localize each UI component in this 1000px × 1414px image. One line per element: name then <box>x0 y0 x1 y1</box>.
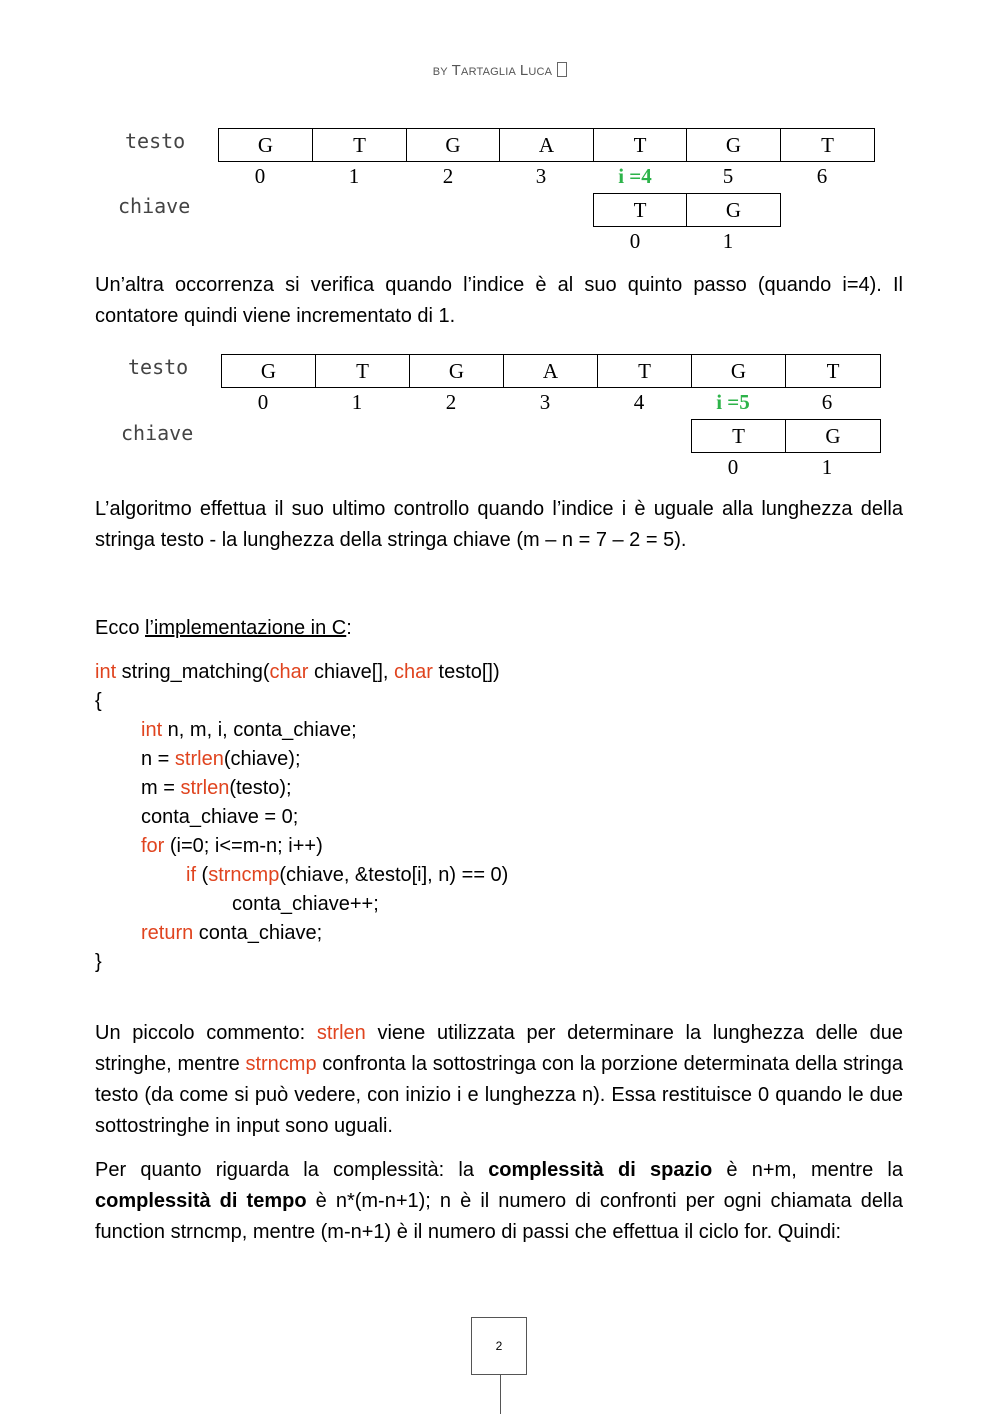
header-first-rest: ARTAGLIA <box>461 66 517 78</box>
header-initial-first: T <box>451 62 462 79</box>
string-diagram-2 <box>0 351 1000 481</box>
text-cell: T <box>780 128 875 162</box>
code-text: n = <box>141 748 175 770</box>
text-index: 0 <box>257 390 269 414</box>
text: è n*(m-n+1); n è il numero di confronti per ogni chiamata della function strncmp, mentre (m-n+1) è il numero di passi che effettua il ciclo for. Quindi: <box>95 1190 903 1243</box>
code-line-8 <box>186 861 508 890</box>
kw: int <box>95 661 117 683</box>
paragraph-complexity <box>95 1155 903 1248</box>
header-initial-last: L <box>519 62 529 79</box>
paragraph-comment <box>95 1018 903 1142</box>
paragraph-occurrence-text: Un’altra occorrenza si verifica quando l’indice è al suo quinto passo (quando i=4). Il contatore quindi viene incrementato di 1. <box>95 274 903 327</box>
kw: strlen <box>180 777 230 799</box>
code-text: (chiave, &testo[i], n) == 0) <box>279 864 509 886</box>
paragraph-occurrence <box>95 270 903 332</box>
code-line-11: } <box>95 951 102 973</box>
text-cell: G <box>691 354 786 388</box>
impl-suffix: : <box>346 617 352 639</box>
text-cell: G <box>218 128 313 162</box>
kw: char <box>394 661 433 683</box>
kw: strncmp <box>245 1053 317 1075</box>
text-index: 4 <box>633 390 645 414</box>
key-index: 0 <box>727 455 739 479</box>
paragraph-complexity-text <box>95 1155 903 1248</box>
code-text: conta_chiave; <box>193 922 323 944</box>
header-last-rest: UCA <box>528 66 553 78</box>
label-chiave: chiave <box>118 194 191 218</box>
text: è n+m, mentre la <box>712 1159 903 1181</box>
key-cell: G <box>686 193 781 227</box>
paragraph-last-check <box>95 494 903 556</box>
code-line-10 <box>141 919 322 948</box>
text-cell: G <box>686 128 781 162</box>
kw: if <box>186 864 196 886</box>
kw: for <box>141 835 165 857</box>
page-number-box <box>471 1317 527 1375</box>
key-cell: G <box>785 419 881 453</box>
label-testo: testo <box>125 129 186 153</box>
text: confronta la sottostringa con la porzione determinata della stringa testo (da come si può vedere, con inizio i e lunghezza n). Essa restituisce 0 quando le due sottostringhe in input sono uguali. <box>95 1053 903 1137</box>
kw: strlen <box>174 748 224 770</box>
missing-glyph-icon <box>557 62 567 77</box>
kw: strlen <box>316 1022 366 1044</box>
code-line-1 <box>95 658 500 687</box>
code-text: n, m, i, conta_chiave; <box>162 719 357 741</box>
code-text: (testo); <box>229 777 292 799</box>
text-index: 6 <box>821 390 833 414</box>
string-diagram-1 <box>0 125 1000 255</box>
text: viene utilizzata per determinare la lunghezza delle due stringhe, mentre <box>95 1022 904 1075</box>
code-line-6: conta_chiave = 0; <box>141 806 299 828</box>
kw: strncmp <box>208 864 280 886</box>
key-cell: T <box>593 193 687 227</box>
text-index: 1 <box>348 164 360 188</box>
paragraph-last-check-text: L’algoritmo effettua il suo ultimo controllo quando l’indice i è uguale alla lunghezza della stringa testo - la lunghezza della stringa chiave (m – n = 7 – 2 = 5). <box>95 498 903 551</box>
code-text: chiave[], <box>308 661 395 683</box>
text-index: 2 <box>445 390 457 414</box>
code-line-4 <box>141 745 301 774</box>
highlighted-index: i =5 <box>716 390 750 414</box>
kw: char <box>269 661 309 683</box>
code-text: (chiave); <box>223 748 301 770</box>
kw: return <box>141 922 194 944</box>
code-line-3 <box>141 716 357 745</box>
text-cell: T <box>785 354 881 388</box>
bold-term: complessità di spazio <box>488 1159 713 1181</box>
page-number-connector <box>500 1375 501 1414</box>
key-index: 1 <box>821 455 833 479</box>
code-text: testo[]) <box>432 661 500 683</box>
code-line-2: { <box>95 690 102 712</box>
text-index: 3 <box>535 164 547 188</box>
text-cell: A <box>503 354 598 388</box>
code-text: ( <box>196 864 209 886</box>
text-cell: G <box>406 128 500 162</box>
text-index: 2 <box>442 164 454 188</box>
code-text: m = <box>141 777 181 799</box>
text-cell: T <box>312 128 407 162</box>
code-line-5 <box>141 774 292 803</box>
impl-underlined: l’implementazione in C <box>145 617 347 639</box>
text-cell: G <box>409 354 504 388</box>
label-testo: testo <box>128 355 189 379</box>
key-index: 1 <box>722 229 734 253</box>
highlighted-index: i =4 <box>618 164 652 188</box>
text-index: 3 <box>539 390 551 414</box>
text-index: 6 <box>816 164 828 188</box>
text: Un piccolo commento: <box>95 1022 317 1044</box>
code-line-9: conta_chiave++; <box>232 893 379 915</box>
paragraph-comment-text <box>95 1018 903 1142</box>
impl-prefix: Ecco <box>95 617 146 639</box>
key-index: 0 <box>629 229 641 253</box>
text-cell: T <box>593 128 687 162</box>
text-cell: T <box>597 354 692 388</box>
code-text: string_matching( <box>116 661 270 683</box>
text-cell: G <box>221 354 316 388</box>
text-index: 0 <box>254 164 266 188</box>
implementation-intro <box>95 613 903 644</box>
page-number: 2 <box>495 1339 503 1353</box>
kw: int <box>141 719 163 741</box>
text-cell: T <box>315 354 410 388</box>
code-line-7 <box>141 832 323 861</box>
text-cell: A <box>499 128 594 162</box>
header-by: BY <box>432 66 448 78</box>
text-index: 1 <box>351 390 363 414</box>
bold-term: complessità di tempo <box>95 1190 307 1212</box>
page-header <box>0 62 1000 79</box>
text-index: 5 <box>722 164 734 188</box>
key-cell: T <box>691 419 786 453</box>
text: Per quanto riguarda la complessità: la <box>95 1159 489 1181</box>
label-chiave: chiave <box>121 421 194 445</box>
code-text: (i=0; i<=m-n; i++) <box>164 835 323 857</box>
